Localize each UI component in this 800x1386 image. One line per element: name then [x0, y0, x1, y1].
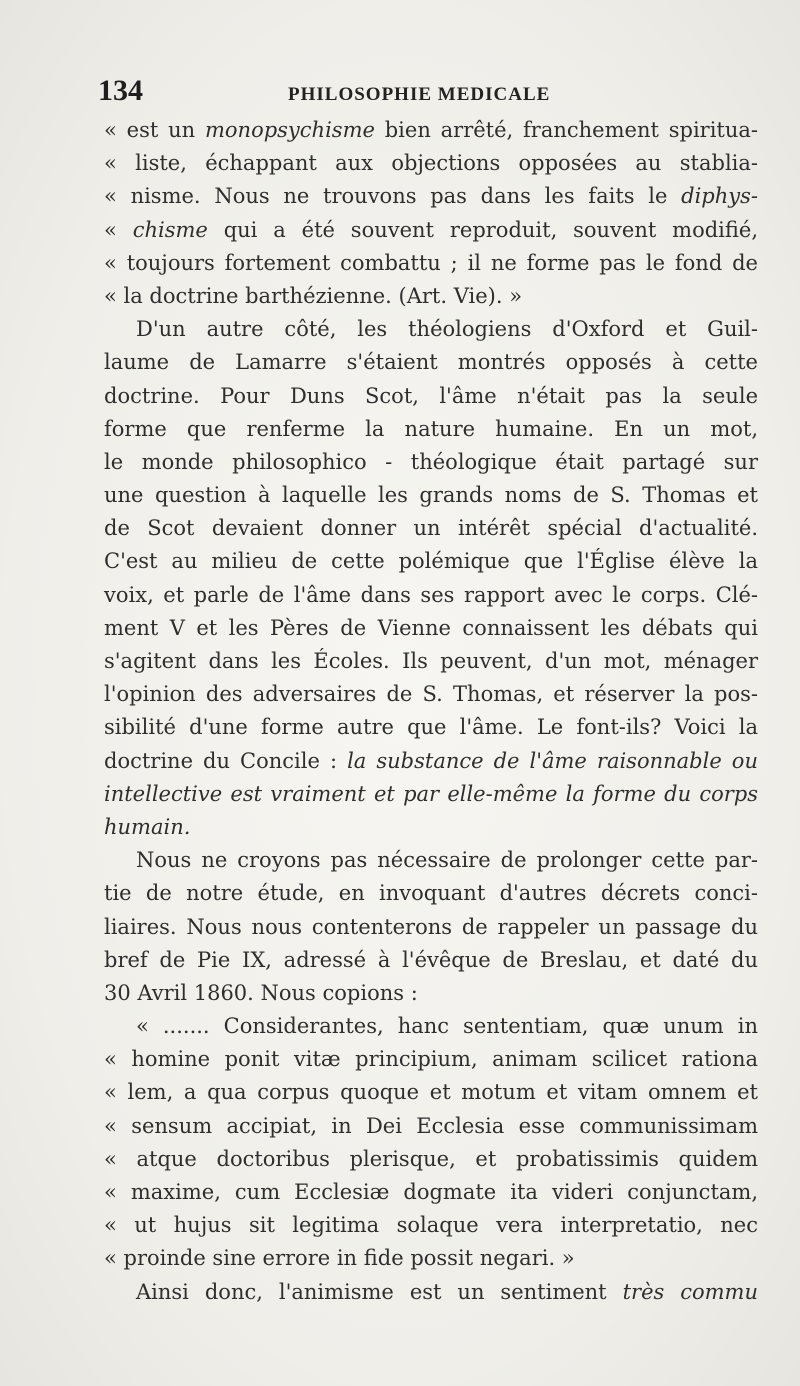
text-segment: doctrine. Pour Duns Scot, l'âme n'était pas la seule: [104, 383, 758, 408]
text-line: [104, 711, 758, 744]
text-segment: laume de Lamarre s'étaient montrés opposés à cette: [104, 350, 758, 375]
text-line: [104, 147, 758, 180]
text-line: [104, 114, 758, 147]
italic-text-segment: diphys-: [681, 184, 758, 209]
italic-text-segment: monopsychisme: [204, 118, 375, 142]
text-line: [104, 1176, 758, 1209]
text-segment: « homine ponit vitæ principium, animam scilicet rationa: [104, 1047, 758, 1072]
page-header: [98, 74, 758, 114]
italic-text-segment: la substance de l'âme raisonnable ou: [347, 748, 758, 773]
text-line: [104, 944, 758, 977]
text-line: [104, 1242, 758, 1275]
text-segment: « toujours fortement combattu ; il ne forme pas le fond de: [104, 250, 758, 275]
text-line: [104, 745, 758, 778]
text-line: [104, 877, 758, 910]
italic-text-segment: intellective est vraiment et par elle-même la forme du corps: [104, 781, 758, 806]
text-segment: « maxime, cum Ecclesiæ dogmate ita videri conjunctam,: [104, 1180, 758, 1204]
text-segment: C'est au milieu de cette polémique que l'Église élève la: [104, 549, 758, 574]
text-line: [104, 1076, 758, 1109]
text-line: [104, 612, 758, 645]
text-segment: liaires. Nous nous contenterons de rappeler un passage du: [104, 914, 758, 939]
text-line: [104, 1043, 758, 1076]
text-line: [104, 678, 758, 711]
italic-text-segment: très commu: [622, 1279, 758, 1304]
text-segment: « la doctrine barthézienne. (Art. Vie). »: [104, 283, 523, 308]
text-line: [104, 479, 758, 512]
text-segment: doctrine du Concile :: [104, 748, 348, 773]
text-segment: Nous ne croyons pas nécessaire de prolonger cette par-: [136, 848, 758, 873]
text-line: [104, 313, 758, 346]
text-segment: qui a été souvent reproduit, souvent modifié,: [207, 217, 758, 242]
text-line: [104, 1209, 758, 1242]
text-segment: « atque doctoribus plerisque, et probatissimis quidem: [104, 1146, 758, 1171]
text-segment: « ut hujus sit legitima solaque vera interpretatio, nec: [104, 1213, 758, 1238]
text-line: [104, 579, 758, 612]
text-segment: « sensum accipiat, in Dei Ecclesia esse communissimam: [104, 1113, 758, 1138]
text-line: [104, 413, 758, 446]
text-segment: bien arrêté, franchement spiritua-: [374, 118, 758, 142]
text-line: [104, 778, 758, 811]
text-line: [104, 1110, 758, 1143]
running-title: PHILOSOPHIE MEDICALE: [288, 84, 551, 105]
text-segment: tie de notre étude, en invoquant d'autres décrets conci-: [104, 881, 758, 906]
text-line: [104, 844, 758, 877]
body-text: [104, 114, 758, 1309]
text-line: [104, 1276, 758, 1309]
text-segment: forme que renferme la nature humaine. En un mot,: [104, 416, 758, 441]
text-line: [104, 977, 758, 1010]
text-line: [104, 645, 758, 678]
text-line: [104, 346, 758, 379]
text-segment: « lem, a qua corpus quoque et motum et vitam omnem et: [104, 1080, 758, 1105]
text-line: [104, 280, 758, 313]
text-segment: Ainsi donc, l'animisme est un sentiment: [136, 1279, 623, 1304]
text-line: [104, 214, 758, 247]
text-segment: « liste, échappant aux objections opposées au stablia-: [104, 151, 758, 176]
text-line: [104, 1010, 758, 1043]
text-line: [104, 1143, 758, 1176]
page-number: 134: [98, 74, 143, 107]
text-segment: « est un: [104, 118, 205, 142]
text-line: [104, 911, 758, 944]
italic-text-segment: chisme: [132, 217, 208, 242]
text-segment: le monde philosophico - théologique était partagé sur: [104, 449, 758, 474]
text-segment: de Scot devaient donner un intérêt spécial d'actualité.: [104, 516, 758, 541]
text-segment: « nisme. Nous ne trouvons pas dans les faits le: [104, 184, 682, 209]
text-line: [104, 512, 758, 545]
text-line: [104, 180, 758, 213]
italic-text-segment: humain.: [104, 814, 191, 839]
text-segment: sibilité d'une forme autre que l'âme. Le font-ils? Voici la: [104, 715, 758, 740]
text-line: [104, 380, 758, 413]
text-segment: l'opinion des adversaires de S. Thomas, et réserver la pos-: [104, 682, 758, 707]
text-line: [104, 446, 758, 479]
text-line: [104, 811, 758, 844]
text-segment: D'un autre côté, les théologiens d'Oxford et Guil-: [136, 317, 758, 342]
text-segment: s'agitent dans les Écoles. Ils peuvent, d'un mot, ménager: [104, 649, 758, 673]
text-segment: une question à laquelle les grands noms de S. Thomas et: [104, 483, 758, 508]
text-segment: ment V et les Pères de Vienne connaissent les débats qui: [104, 615, 758, 640]
text-line: [104, 247, 758, 280]
text-segment: « ....... Considerantes, hanc sententiam, quæ unum in: [136, 1014, 758, 1039]
text-segment: « proinde sine errore in fide possit negari. »: [104, 1246, 575, 1271]
text-line: [104, 545, 758, 578]
text-segment: voix, et parle de l'âme dans ses rapport avec le corps. Clé-: [104, 582, 758, 607]
text-segment: bref de Pie IX, adressé à l'évêque de Breslau, et daté du: [104, 947, 758, 972]
text-segment: 30 Avril 1860. Nous copions :: [104, 980, 418, 1005]
text-segment: «: [104, 217, 133, 242]
